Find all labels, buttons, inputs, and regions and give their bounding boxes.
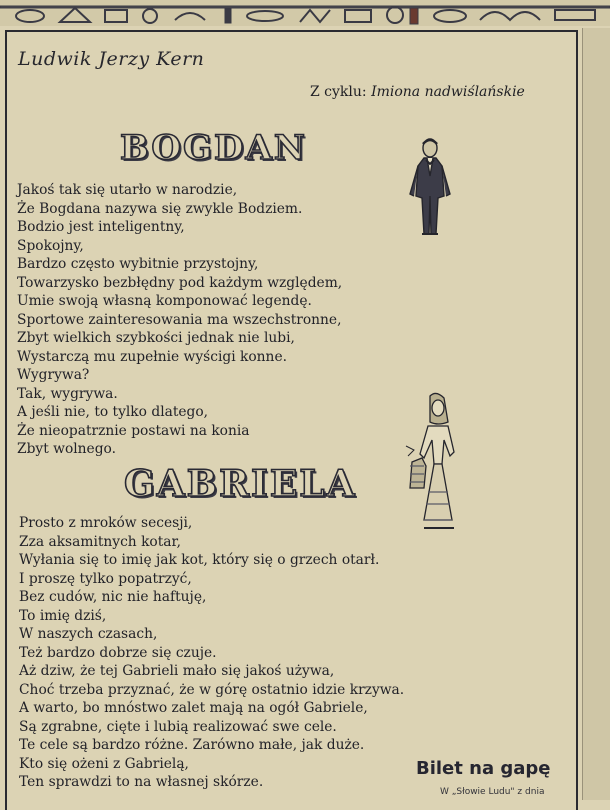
side-article-heading: Bilet na gapę [416, 758, 551, 779]
verse-line: Wystarczą mu zupełnie wyścigi konne. [17, 348, 287, 365]
side-article-fragment: W „Słowie Ludu" z dnia [440, 787, 545, 797]
verse-line: Prosto z mroków secesji, [19, 515, 193, 531]
verse-line: A warto, bo mnóstwo zalet mają na ogół Gabriele, [19, 700, 368, 716]
poem-bogdan-verses [17, 181, 342, 459]
verse-line: W naszych czasach, [19, 626, 158, 642]
verse-line: A jeśli nie, to tylko dlatego, [17, 404, 209, 420]
verse-line: Że Bogdana nazywa się zwykle Bodziem. [17, 200, 303, 217]
cycle-title: Imiona nadwiślańskie [371, 84, 525, 100]
verse-line: Ten sprawdzi to na własnej skórze. [19, 774, 264, 790]
verse-line: Sportowe zainteresowania ma wszechstronne, [17, 311, 342, 328]
woman-illustration [404, 392, 468, 532]
verse-line: Bardzo często wybitnie przystojny, [17, 256, 259, 272]
verse-line: Zbyt wolnego. [17, 441, 117, 457]
verse-line: Te cele są bardzo różne. Zarówno małe, jak duże. [19, 737, 365, 753]
verse-line: Tak, wygrywa. [17, 385, 118, 402]
verse-line: Wygrywa? [17, 367, 90, 383]
cycle-prefix: Z cyklu: [310, 84, 367, 100]
verse-line: I proszę tylko popatrzyć, [19, 570, 192, 587]
verse-line: Też bardzo dobrze się czuje. [19, 644, 217, 661]
verse-line: Umie swoją własną komponować legendę. [17, 293, 312, 309]
cycle-line [310, 84, 525, 100]
poem-gabriela-verses [19, 514, 404, 792]
verse-line: Jakoś tak się utarło w narodzie, [17, 182, 238, 198]
poem-title-gabriela: GABRIELA [124, 463, 357, 505]
author-name: Ludwik Jerzy Kern [18, 48, 205, 70]
verse-line: To imię dziś, [19, 607, 107, 624]
verse-line: Zbyt wielkich szybkości jednak nie lubi, [17, 330, 295, 346]
verse-line: Choć trzeba przyznać, że w górę ostatnio idzie krzywa. [19, 681, 405, 698]
verse-line: Bez cudów, nic nie haftuję, [19, 589, 207, 605]
decorative-top-strip [0, 0, 610, 26]
verse-line: Wyłania się to imię jak kot, który się o grzech otarł. [19, 552, 380, 568]
verse-line: Aż dziw, że tej Gabrieli mało się jakoś używa, [19, 663, 335, 679]
verse-line: Kto się ożeni z Gabrielą, [19, 755, 189, 772]
verse-line: Zza aksamitnych kotar, [19, 533, 181, 550]
verse-line: Towarzysko bezbłędny pod każdym względem, [17, 274, 343, 291]
adjacent-column [582, 28, 610, 800]
poem-title-bogdan: BOGDAN [120, 128, 307, 168]
man-in-suit-illustration [398, 136, 462, 236]
verse-line: Bodzio jest inteligentny, [17, 219, 185, 235]
verse-line: Są zgrabne, cięte i lubią realizować swe cele. [19, 718, 337, 735]
verse-line: Spokojny, [17, 237, 84, 254]
verse-line: Że nieopatrznie postawi na konia [17, 422, 250, 439]
